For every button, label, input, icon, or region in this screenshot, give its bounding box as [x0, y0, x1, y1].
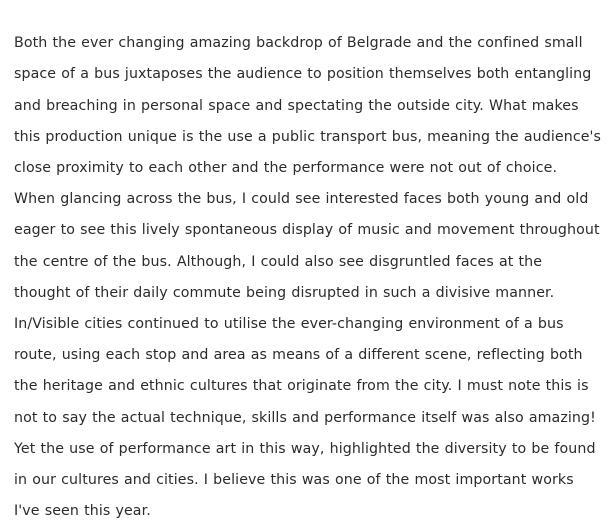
body-paragraph: Both the ever changing amazing backdrop of Belgrade and the confined small space of a bus juxtaposes the audience to position themselves both entangling and breaching in personal space and spectating the outside city. What makes this production unique is the use a public transport bus, meaning the audience's close proximity to each other and the performance were not out of choice. When glancing across the bus, I could see interested faces both young and old eager to see this lively spontaneous display of music and movement throughout the centre of the bus. Although, I could also see disgruntled faces at the thought of their daily commute being disrupted in such a divisive manner. In/Visible cities continued to utilise the ever-changing environment of a bus route, using each stop and area as means of a different scene, reflecting both the heritage and ethnic cultures that originate from the city. I must note this is not to say the actual technique, skills and performance itself was also amazing! Yet the use of performance art in this way, highlighted the diversity to be found in our cultures and cities. I believe this was one of the most important works I've seen this year.: [14, 35, 607, 520]
